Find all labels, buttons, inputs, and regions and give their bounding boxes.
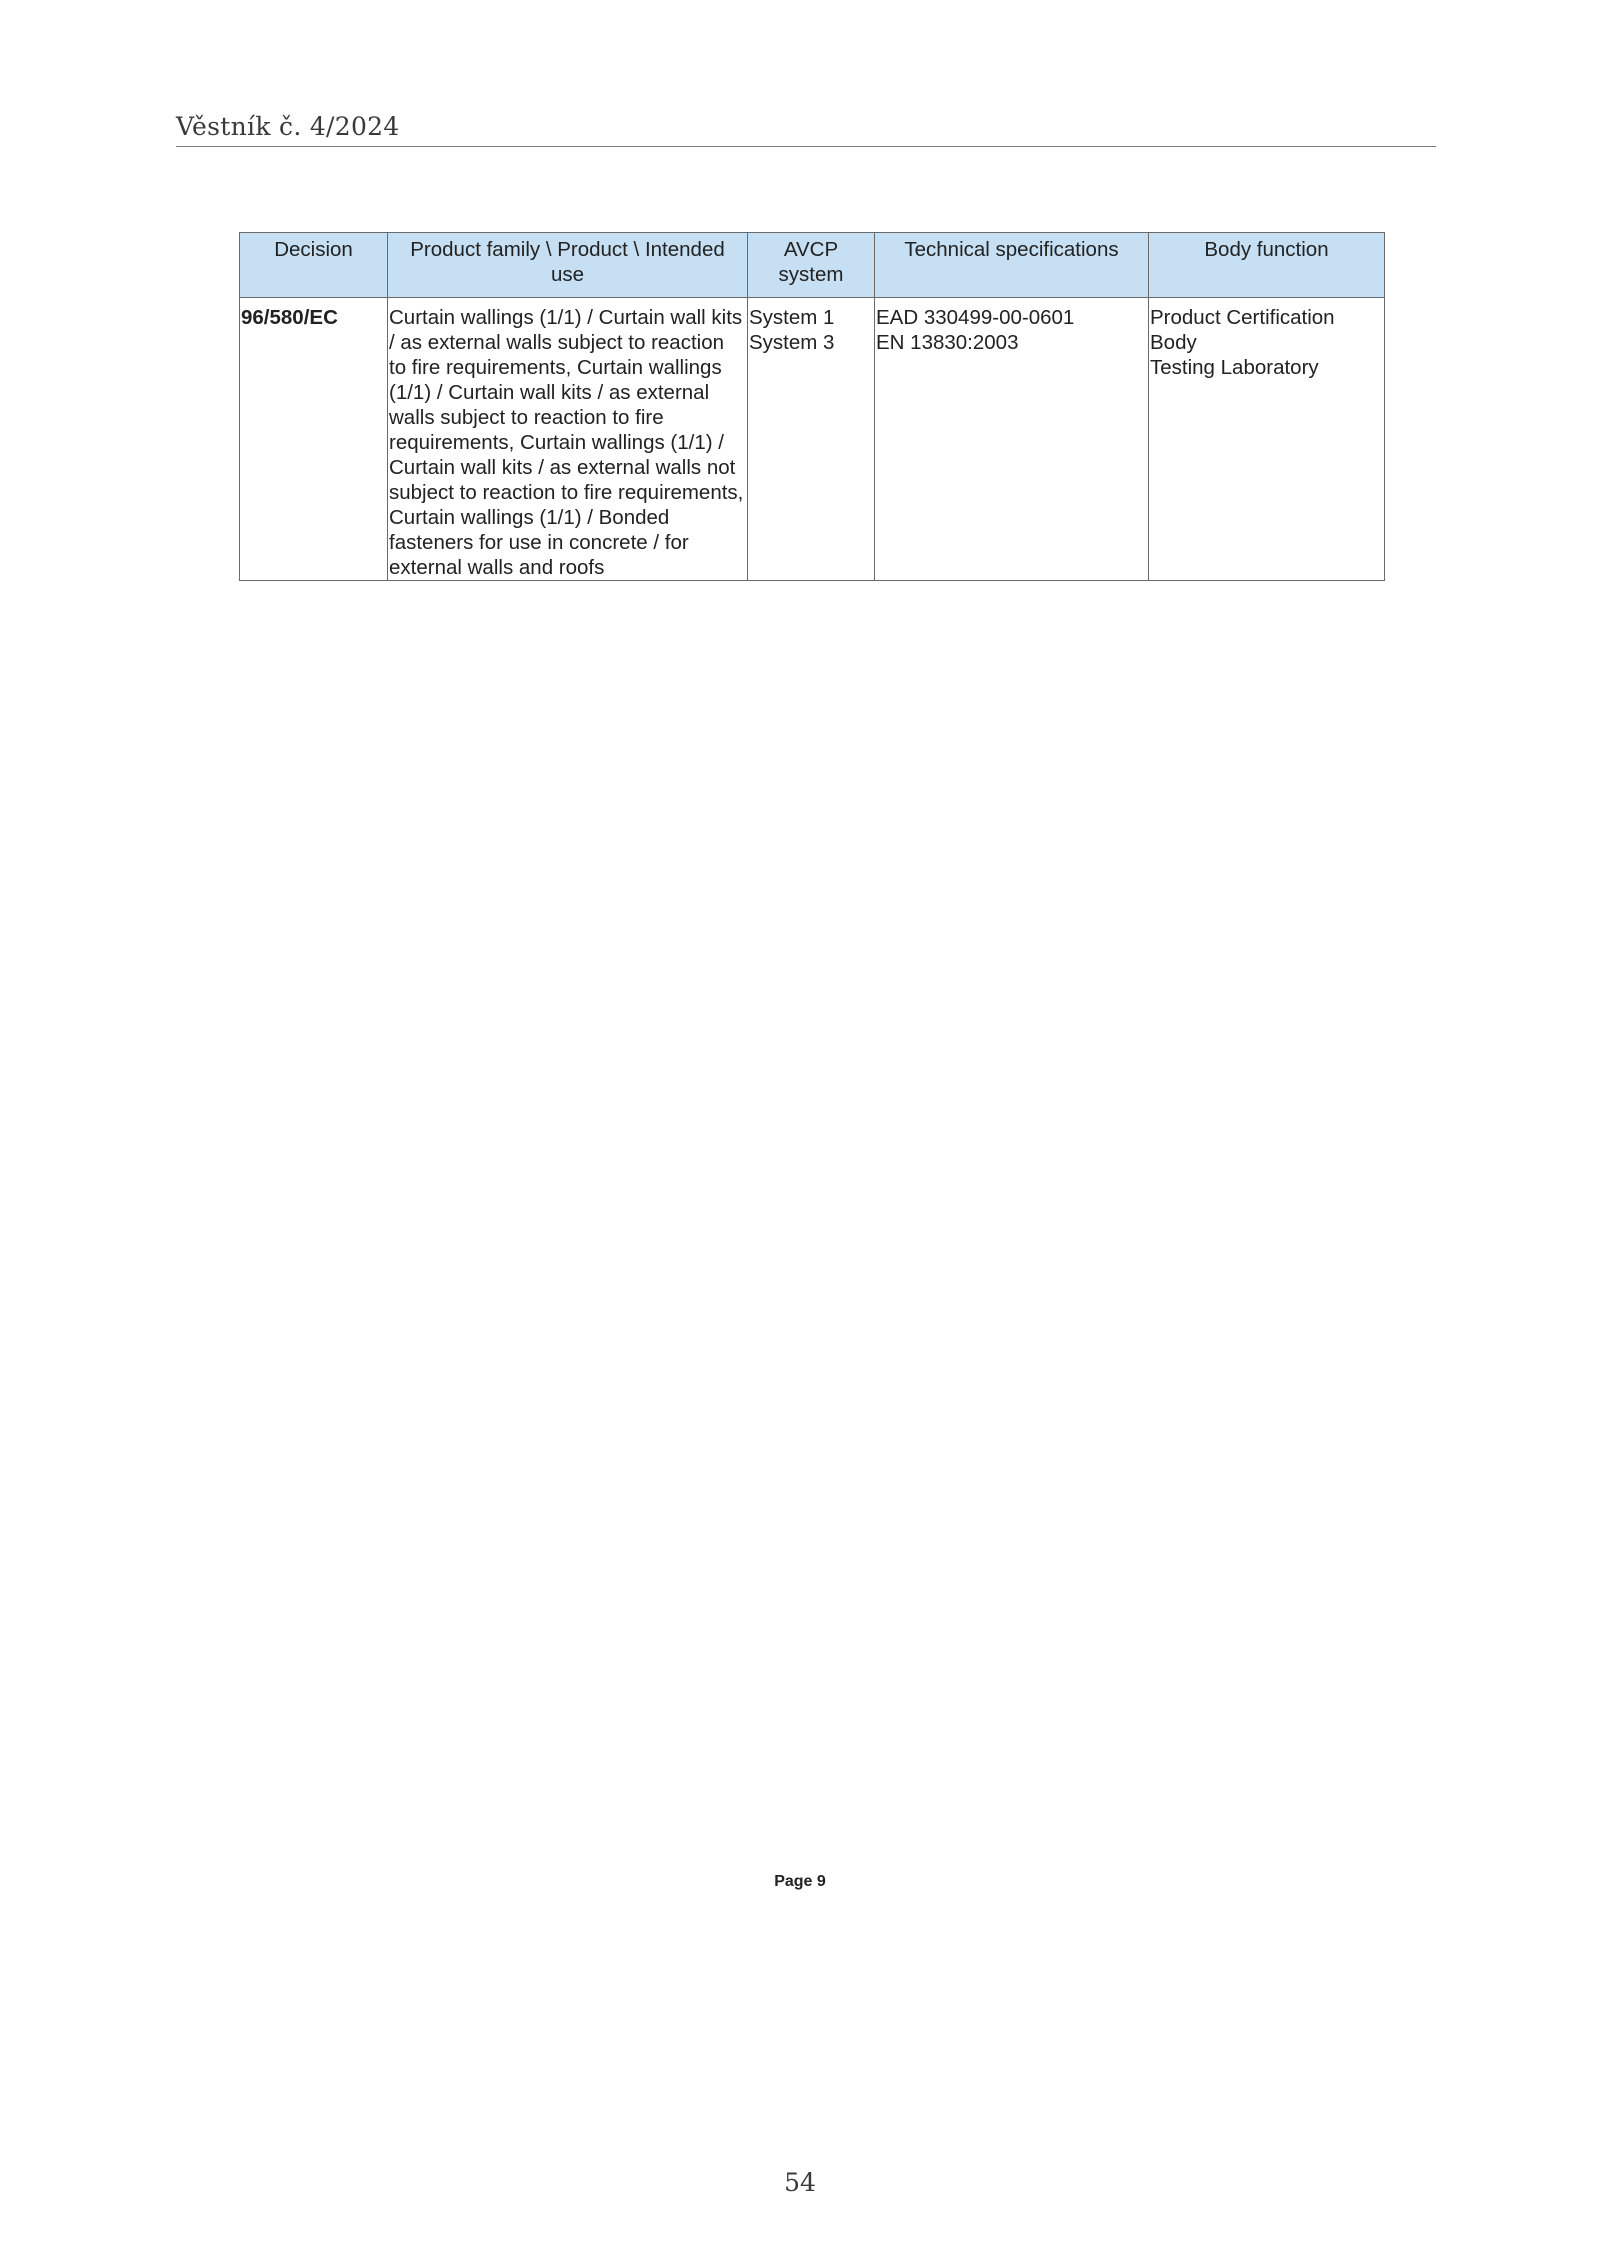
column-header-decision: Decision [240, 233, 388, 298]
specs-cell [875, 302, 1149, 581]
column-header-avcp: AVCP system [748, 233, 875, 298]
bulletin-title: Věstník č. 4/2024 [176, 112, 400, 141]
cpr-decision-table [239, 232, 1385, 581]
avcp-system-item: System 3 [749, 331, 835, 354]
header-divider [176, 146, 1436, 147]
product-cell: Curtain wallings (1/1) / Curtain wall kits / as external walls subject to reaction to fire requirements, Curtain wallings (1/1) / Curtain wall kits / as external walls subject to reaction to fire requirements, Curtain wallings (1/1) / Curtain wall kits / as external walls not subject to reaction to fire requirements, Curtain wallings (1/1) / Bonded fasteners for use in concrete / for external walls and roofs [388, 302, 748, 581]
column-header-product: Product family \ Product \ Intended use [388, 233, 748, 298]
avcp-system-item: System 1 [749, 306, 835, 329]
spec-item: EAD 330499-00-0601 [876, 306, 1075, 329]
avcp-cell [748, 302, 875, 581]
table-row [240, 302, 1385, 581]
body-function-item: Testing Laboratory [1150, 356, 1319, 379]
decision-cell: 96/580/EC [240, 302, 388, 581]
column-header-body-function: Body function [1149, 233, 1385, 298]
page-number: 54 [784, 2168, 816, 2197]
body-function-cell [1149, 302, 1385, 581]
page-label: Page 9 [774, 1873, 826, 1890]
body-function-item: Product Certification Body [1150, 306, 1335, 354]
spec-item: EN 13830:2003 [876, 331, 1019, 354]
column-header-specs: Technical specifications [875, 233, 1149, 298]
table-header-row [240, 233, 1385, 298]
